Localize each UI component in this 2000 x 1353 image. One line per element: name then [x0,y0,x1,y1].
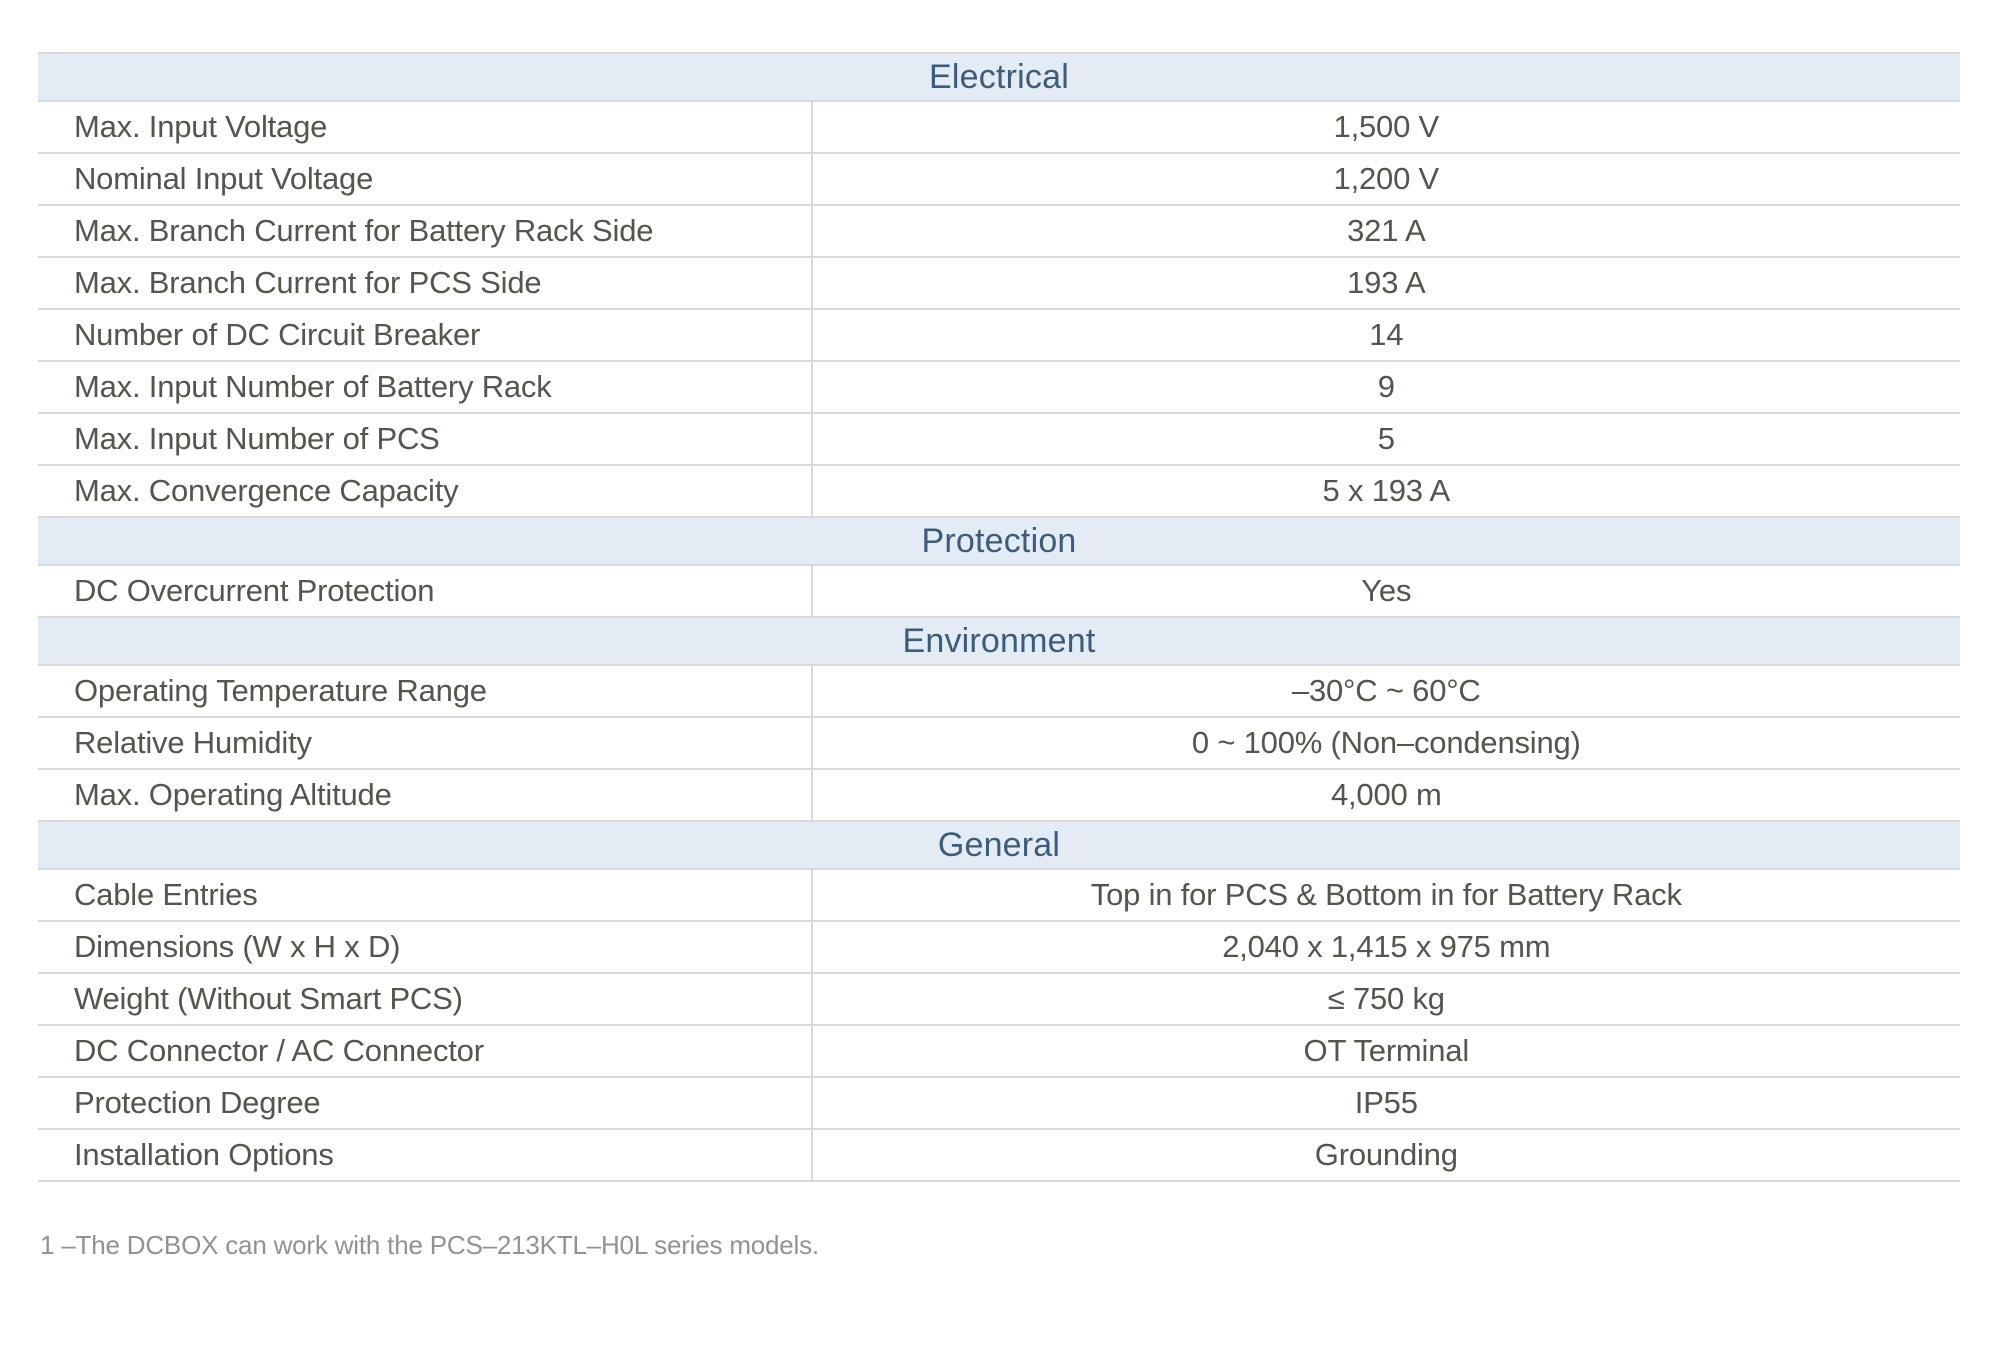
spec-label: Max. Input Number of Battery Rack [38,362,813,412]
spec-row [38,310,1960,362]
spec-value: 14 [1369,317,1404,352]
spec-label: Weight (Without Smart PCS) [38,974,813,1024]
spec-label: Max. Operating Altitude [38,770,813,820]
section-title: Environment [902,621,1096,660]
footnote: 1 –The DCBOX can work with the PCS–213KTL–H0L series models. [40,1230,819,1260]
spec-label: Cable Entries [38,870,813,920]
spec-label: Max. Input Voltage [38,102,813,152]
spec-row [38,1078,1960,1130]
spec-label: DC Overcurrent Protection [38,566,813,616]
spec-value: 1,200 V [1333,161,1440,196]
spec-row [38,718,1960,770]
spec-value: 9 [1377,369,1395,404]
spec-value: Grounding [1314,1137,1458,1172]
spec-value: Yes [1361,573,1412,608]
spec-row [38,770,1960,822]
spec-label: Number of DC Circuit Breaker [38,310,813,360]
spec-value: 193 A [1347,265,1426,300]
spec-value: 1,500 V [1333,109,1440,144]
spec-label: Nominal Input Voltage [38,154,813,204]
spec-label: Relative Humidity [38,718,813,768]
spec-label: Installation Options [38,1130,813,1180]
section-title: Electrical [929,57,1069,96]
spec-value: 2,040 x 1,415 x 975 mm [1222,929,1551,964]
spec-row [38,154,1960,206]
spec-label: Max. Convergence Capacity [38,466,813,516]
spec-row [38,666,1960,718]
spec-value: 4,000 m [1330,777,1442,812]
spec-value: OT Terminal [1303,1033,1470,1068]
spec-label: Protection Degree [38,1078,813,1128]
spec-row [38,414,1960,466]
spec-row [38,362,1960,414]
spec-value: –30°C ~ 60°C [1291,673,1481,708]
spec-row [38,102,1960,154]
section-header-general [38,822,1960,870]
spec-row [38,974,1960,1026]
section-header-electrical [38,54,1960,102]
spec-label: Operating Temperature Range [38,666,813,716]
section-title: General [937,825,1061,864]
spec-label: Max. Input Number of PCS [38,414,813,464]
spec-row [38,566,1960,618]
spec-value: IP55 [1354,1085,1418,1120]
spec-value: 321 A [1347,213,1426,248]
spec-value: 0 ~ 100% (Non–condensing) [1191,725,1581,760]
spec-row [38,206,1960,258]
section-header-protection [38,518,1960,566]
spec-row [38,1026,1960,1078]
spec-label: DC Connector / AC Connector [38,1026,813,1076]
spec-value: Top in for PCS & Bottom in for Battery Rack [1090,877,1682,912]
spec-row [38,1130,1960,1182]
spec-label: Max. Branch Current for Battery Rack Side [38,206,813,256]
section-header-environment [38,618,1960,666]
spec-value: ≤ 750 kg [1327,981,1445,1016]
spec-row [38,922,1960,974]
section-title: Protection [921,521,1077,560]
spec-value: 5 x 193 A [1322,473,1451,508]
spec-label: Max. Branch Current for PCS Side [38,258,813,308]
spec-table [38,52,1960,1182]
spec-row [38,258,1960,310]
spec-row [38,870,1960,922]
spec-label: Dimensions (W x H x D) [38,922,813,972]
spec-row [38,466,1960,518]
spec-value: 5 [1377,421,1395,456]
